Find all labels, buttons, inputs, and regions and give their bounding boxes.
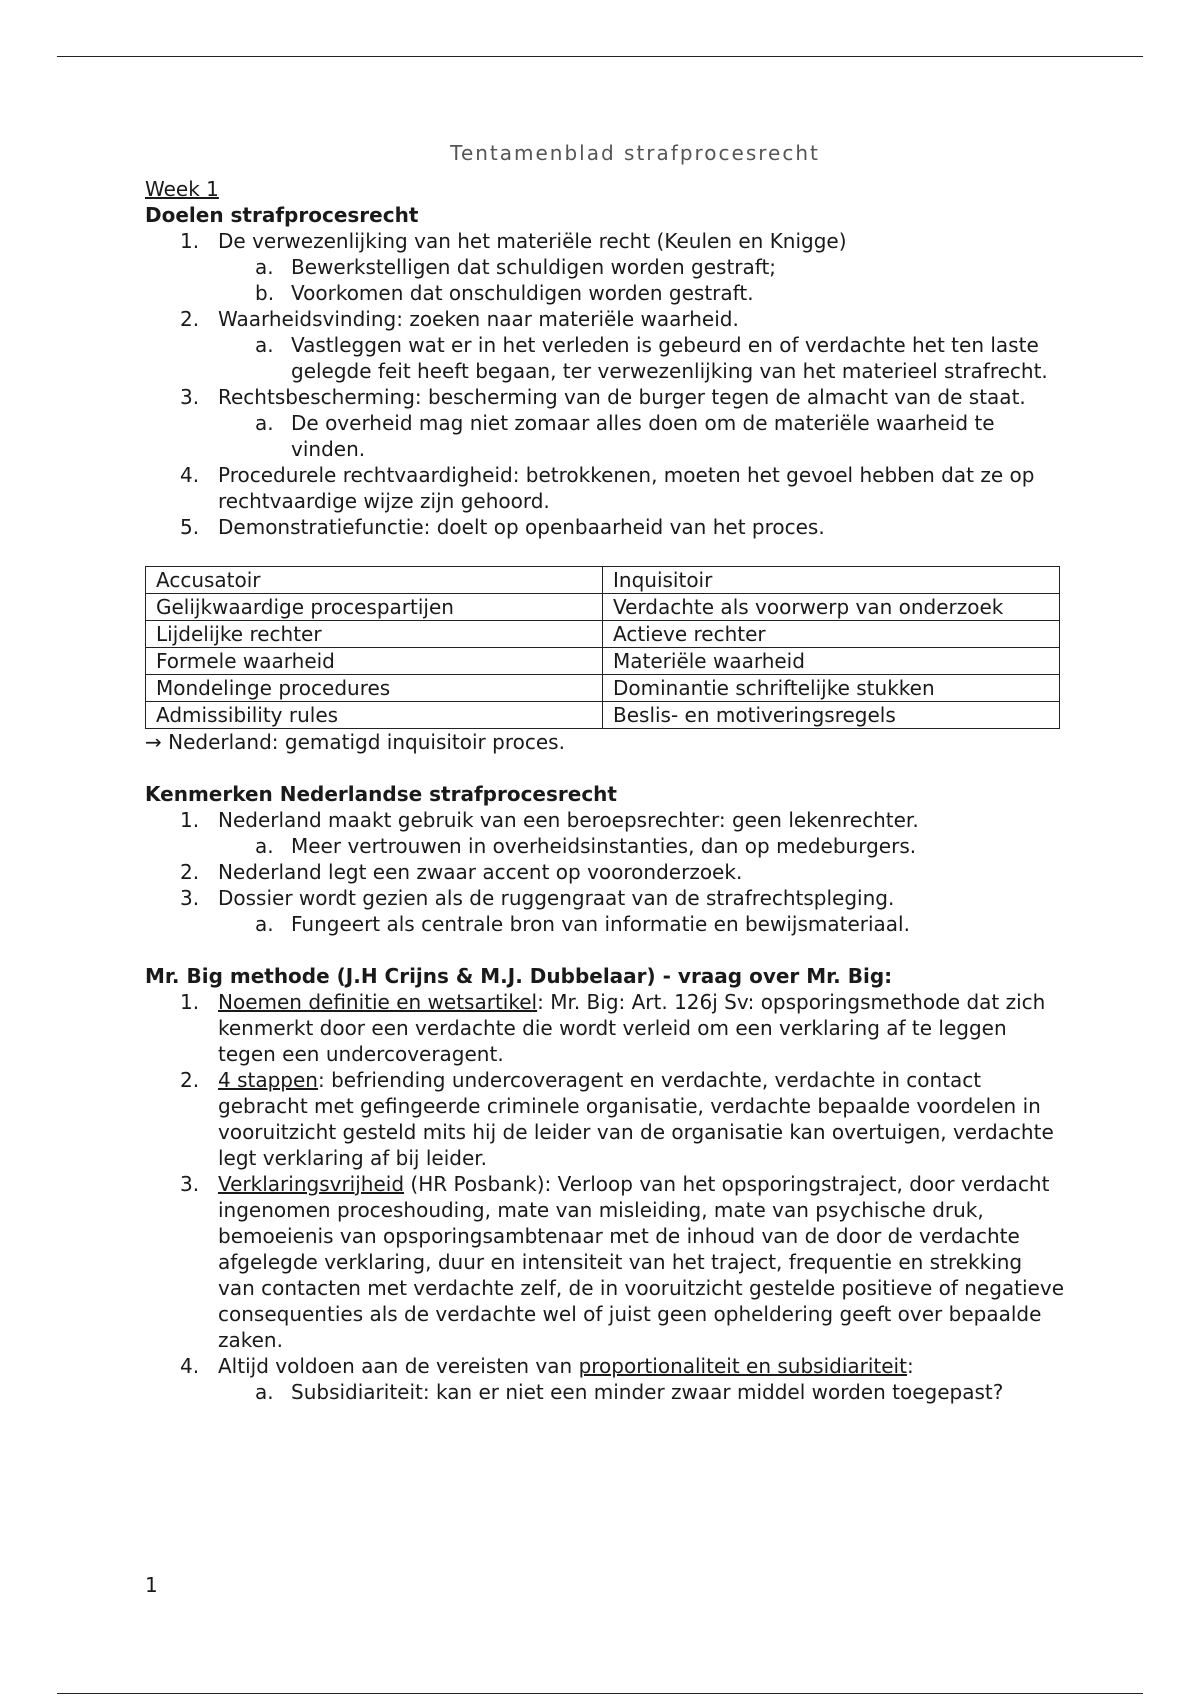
sub-list-item: a. De overheid mag niet zomaar alles doen om de materiële waarheid te vinden. <box>255 411 995 461</box>
list-item: 1. Nederland maakt gebruik van een beroepsrechter: geen lekenrechter. <box>180 808 919 832</box>
sub-list-item: a. Fungeert als centrale bron van informatie en bewijsmateriaal. <box>255 912 910 936</box>
table-cell: Materiële waarheid <box>603 648 1060 675</box>
footer-rule <box>57 1693 1143 1694</box>
list-item: 3. Verklaringsvrijheid (HR Posbank): Verloop van het opsporingstraject, door verdacht ingenomen proceshouding, mate van misleiding, mate van psychische druk, bemoeienis van opsporingsambtenaar met de inhoud van de door de verdachte afgelegde verklaring, duur en intensiteit van het traject, frequentie en strekking van contacten met verdachte zelf, de in vooruitzicht gestelde positieve of negatieve consequenties als de verdachte wel of juist geen opheldering geeft over bepaalde zaken. <box>180 1172 1065 1352</box>
table-cell: Formele waarheid <box>146 648 603 675</box>
sub-list-item: a. Vastleggen wat er in het verleden is gebeurd en of verdachte het ten laste gelegde feit heeft begaan, ter verwezenlijking van het materieel strafrecht. <box>255 333 1048 383</box>
table-cell: Verdachte als voorwerp van onderzoek <box>603 594 1060 621</box>
table-cell: Admissibility rules <box>146 702 603 729</box>
table-cell: Accusatoir <box>146 567 603 594</box>
page-title: Tentamenblad strafprocesrecht <box>450 141 820 165</box>
list-item: 4. Altijd voldoen aan de vereisten van proportionaliteit en subsidiariteit: <box>180 1354 914 1378</box>
document-body <box>145 140 1065 1405</box>
section-heading-kenmerken: Kenmerken Nederlandse strafprocesrecht <box>145 782 617 806</box>
list-item: 3. Rechtsbescherming: bescherming van de burger tegen de almacht van de staat. <box>180 385 1026 409</box>
section-heading-doelen: Doelen strafprocesrecht <box>145 203 419 227</box>
table-cell: Gelijkwaardige procespartijen <box>146 594 603 621</box>
kenmerken-list <box>145 807 1065 937</box>
header-rule <box>57 56 1143 57</box>
list-item: 1. Noemen definitie en wetsartikel: Mr. Big: Art. 126j Sv: opsporingsmethode dat zich kenmerkt door een verdachte die wordt verleid om een verklaring af te leggen tegen een undercoveragent. <box>180 990 1046 1066</box>
table-cell: Actieve rechter <box>603 621 1060 648</box>
table-note: → Nederland: gematigd inquisitoir proces. <box>145 730 565 754</box>
list-item: 2. Nederland legt een zwaar accent op vooronderzoek. <box>180 860 743 884</box>
page-number: 1 <box>145 1573 158 1597</box>
table-cell: Inquisitoir <box>603 567 1060 594</box>
table-row <box>146 621 1060 648</box>
comparison-table <box>145 566 1060 729</box>
table-row <box>146 702 1060 729</box>
list-item: 2. Waarheidsvinding: zoeken naar materiële waarheid. <box>180 307 739 331</box>
table-cell: Dominantie schriftelijke stukken <box>603 675 1060 702</box>
list-item: 1. De verwezenlijking van het materiële recht (Keulen en Knigge) <box>180 229 847 253</box>
mr-big-list <box>145 989 1065 1405</box>
sub-list-item: a. Bewerkstelligen dat schuldigen worden gestraft; <box>255 255 777 279</box>
doelen-list <box>145 228 1065 540</box>
sub-list-item: a. Meer vertrouwen in overheidsinstanties, dan op medeburgers. <box>255 834 917 858</box>
list-item: 2. 4 stappen: befriending undercoveragent en verdachte, verdachte in contact gebracht met gefingeerde criminele organisatie, verdachte bepaalde voordelen in vooruitzicht gesteld mits hij de leider van de organisatie kan overtuigen, verdachte legt verklaring af bij leider. <box>180 1068 1054 1170</box>
table-cell: Mondelinge procedures <box>146 675 603 702</box>
section-heading-mr-big: Mr. Big methode (J.H Crijns & M.J. Dubbelaar) - vraag over Mr. Big: <box>145 964 893 988</box>
sub-list-item: a. Subsidiariteit: kan er niet een minder zwaar middel worden toegepast? <box>255 1380 1004 1404</box>
list-item: 3. Dossier wordt gezien als de ruggengraat van de strafrechtspleging. <box>180 886 895 910</box>
list-item: 4. Procedurele rechtvaardigheid: betrokkenen, moeten het gevoel hebben dat ze op rechtvaardige wijze zijn gehoord. <box>180 463 1035 513</box>
table-row <box>146 567 1060 594</box>
table-row <box>146 594 1060 621</box>
table-row <box>146 675 1060 702</box>
table-row <box>146 648 1060 675</box>
list-item: 5. Demonstratiefunctie: doelt op openbaarheid van het proces. <box>180 515 825 539</box>
sub-list-item: b. Voorkomen dat onschuldigen worden gestraft. <box>255 281 754 305</box>
table-cell: Beslis- en motiveringsregels <box>603 702 1060 729</box>
arrow-icon: → <box>145 730 162 754</box>
table-cell: Lijdelijke rechter <box>146 621 603 648</box>
week-label: Week 1 <box>145 177 219 201</box>
